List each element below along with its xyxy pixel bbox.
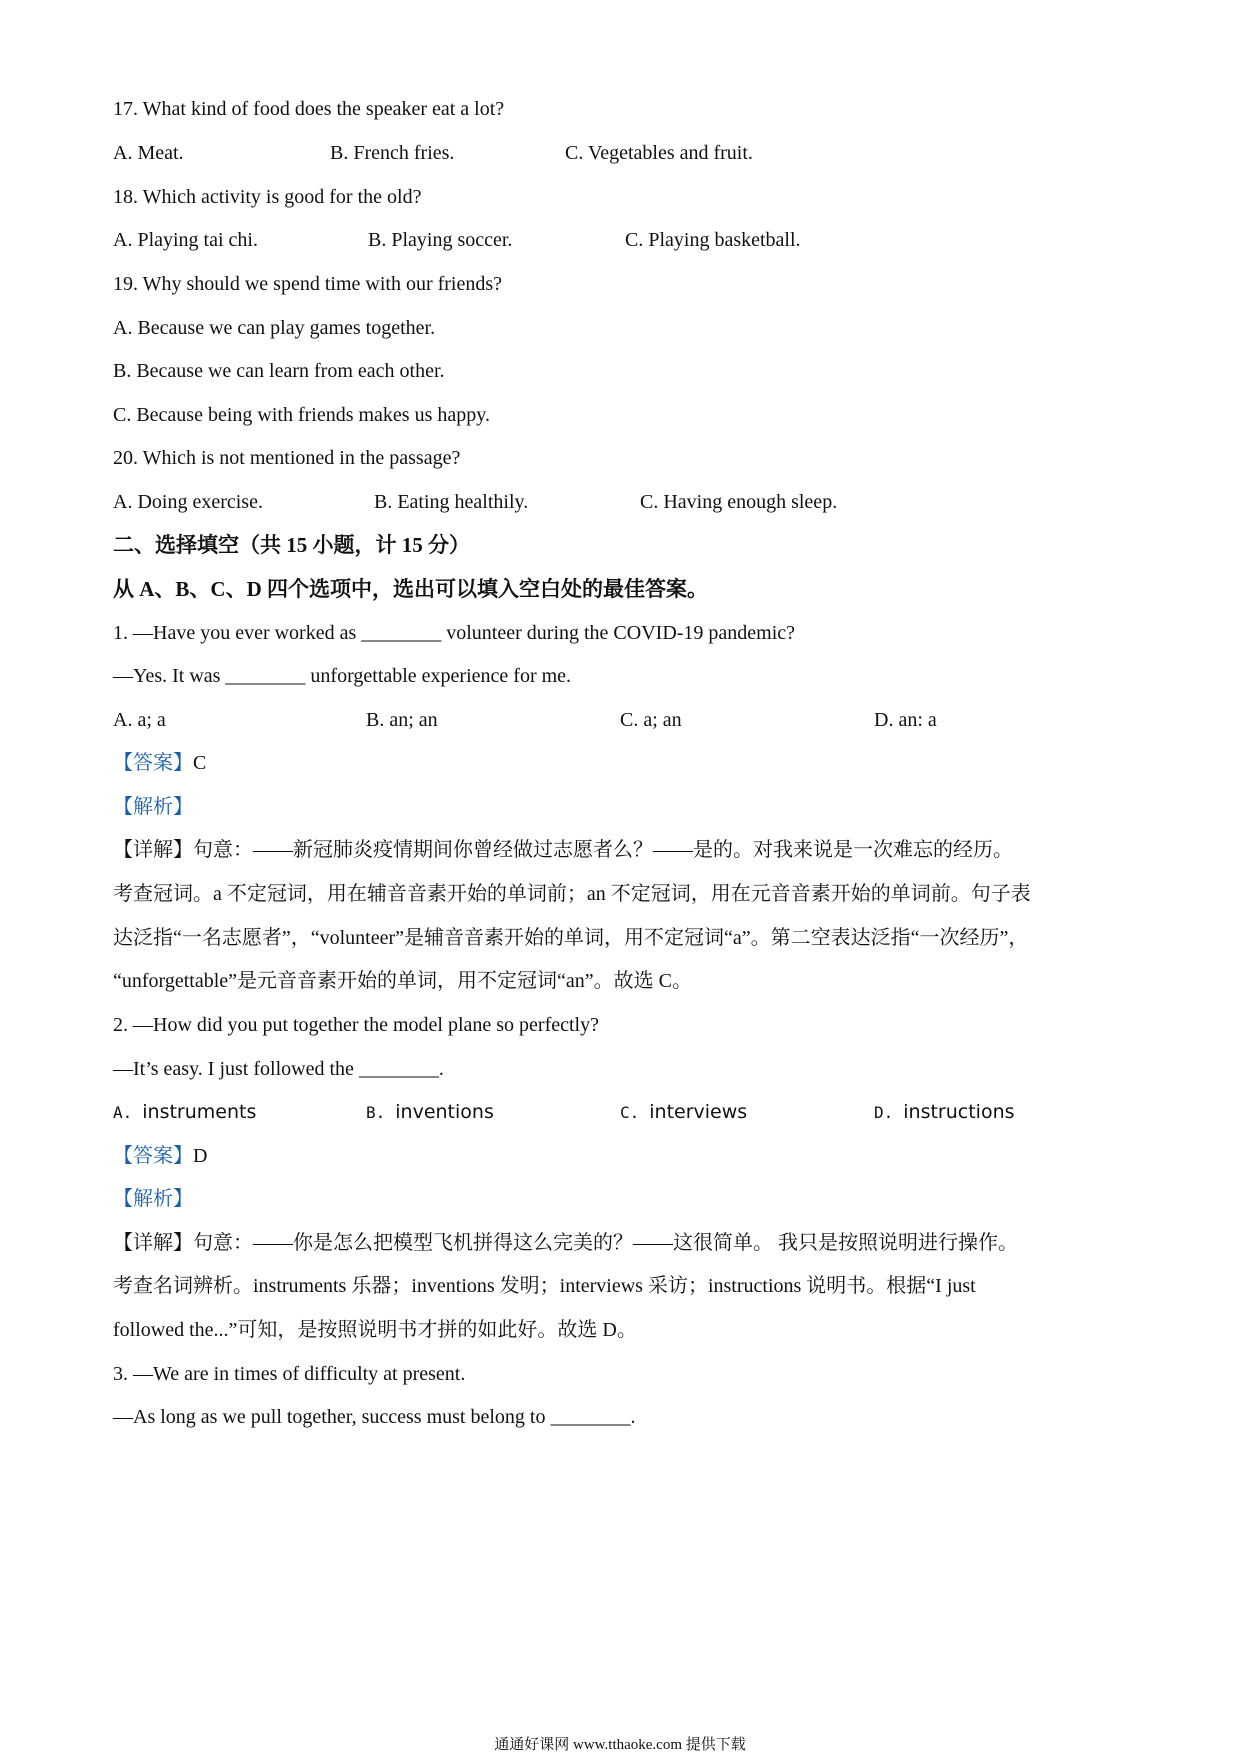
- p1-analysis-label: 【解析】: [113, 796, 193, 818]
- footer-watermark: 通通好课网 www.tthaoke.com 提供下载: [494, 1737, 746, 1753]
- q19-option-c: C. Because being with friends makes us happy.: [113, 404, 490, 426]
- p2-option-c: C. interviews: [620, 1101, 748, 1123]
- p1-answer: [113, 750, 206, 776]
- p2-option-d: D. instructions: [874, 1101, 1015, 1123]
- p1-detail-1: 【详解】句意：——新冠肺炎疫情期间你曾经做过志愿者么？——是的。对我来说是一次难忘的经历。: [113, 839, 1013, 861]
- problem-1-line-2: —Yes. It was ________ unforgettable experience for me.: [113, 665, 572, 687]
- p1-option-d: D. an: a: [874, 709, 937, 731]
- answer-label: 【答案】: [113, 752, 193, 774]
- p2-detail-2: 考查名词辨析。instruments 乐器；inventions 发明；interviews 采访；instructions 说明书。根据“I just: [113, 1275, 976, 1297]
- p1-detail-3: 达泛指“一名志愿者”，“volunteer”是辅音音素开始的单词，用不定冠词“a”。第二空表达泛指“一次经历”，: [113, 927, 1029, 949]
- question-20: 20. Which is not mentioned in the passage?: [113, 447, 461, 469]
- q20-option-b: B. Eating healthily.: [374, 491, 529, 513]
- answer-value: C: [193, 752, 207, 774]
- p2-option-a: A. instruments: [113, 1101, 257, 1123]
- p2-analysis-label: 【解析】: [113, 1188, 193, 1210]
- q17-option-a: A. Meat.: [113, 142, 184, 164]
- section-instruction: 从 A、B、C、D 四个选项中，选出可以填入空白处的最佳答案。: [113, 577, 709, 601]
- question-17: 17. What kind of food does the speaker eat a lot?: [113, 98, 505, 120]
- q20-option-a: A. Doing exercise.: [113, 491, 263, 513]
- p2-detail-3: followed the...”可知，是按照说明书才拼的如此好。故选 D。: [113, 1319, 637, 1341]
- q18-option-c: C. Playing basketball.: [625, 229, 801, 251]
- question-18: 18. Which activity is good for the old?: [113, 186, 422, 208]
- problem-2-line-2: —It’s easy. I just followed the ________.: [113, 1058, 444, 1080]
- p2-option-b: B. inventions: [366, 1101, 494, 1123]
- answer-value: D: [193, 1145, 208, 1167]
- p1-detail-2: 考查冠词。a 不定冠词，用在辅音音素开始的单词前；an 不定冠词，用在元音音素开始的单词前。句子表: [113, 883, 1031, 905]
- answer-label: 【答案】: [113, 1145, 193, 1167]
- problem-1-line-1: 1. —Have you ever worked as ________ volunteer during the COVID-19 pandemic?: [113, 622, 796, 644]
- q17-option-b: B. French fries.: [330, 142, 455, 164]
- q20-option-c: C. Having enough sleep.: [640, 491, 838, 513]
- p2-detail-1: 【详解】句意：——你是怎么把模型飞机拼得这么完美的？——这很简单。 我只是按照说明进行操作。: [113, 1232, 1018, 1254]
- q19-option-a: A. Because we can play games together.: [113, 317, 436, 339]
- q18-option-b: B. Playing soccer.: [368, 229, 513, 251]
- q18-option-a: A. Playing tai chi.: [113, 229, 258, 251]
- problem-2-line-1: 2. —How did you put together the model plane so perfectly?: [113, 1014, 599, 1036]
- problem-3-line-2: —As long as we pull together, success must belong to ________.: [113, 1406, 636, 1428]
- q17-option-c: C. Vegetables and fruit.: [565, 142, 753, 164]
- question-19: 19. Why should we spend time with our friends?: [113, 273, 503, 295]
- p2-answer: [113, 1143, 207, 1169]
- p1-option-a: A. a; a: [113, 709, 166, 731]
- p1-option-b: B. an; an: [366, 709, 438, 731]
- problem-3-line-1: 3. —We are in times of difficulty at present.: [113, 1363, 466, 1385]
- q19-option-b: B. Because we can learn from each other.: [113, 360, 445, 382]
- p1-option-c: C. a; an: [620, 709, 682, 731]
- section-title: 二、选择填空（共 15 小题，计 15 分）: [113, 533, 470, 557]
- p1-detail-4: “unforgettable”是元音音素开始的单词，用不定冠词“an”。故选 C。: [113, 970, 692, 992]
